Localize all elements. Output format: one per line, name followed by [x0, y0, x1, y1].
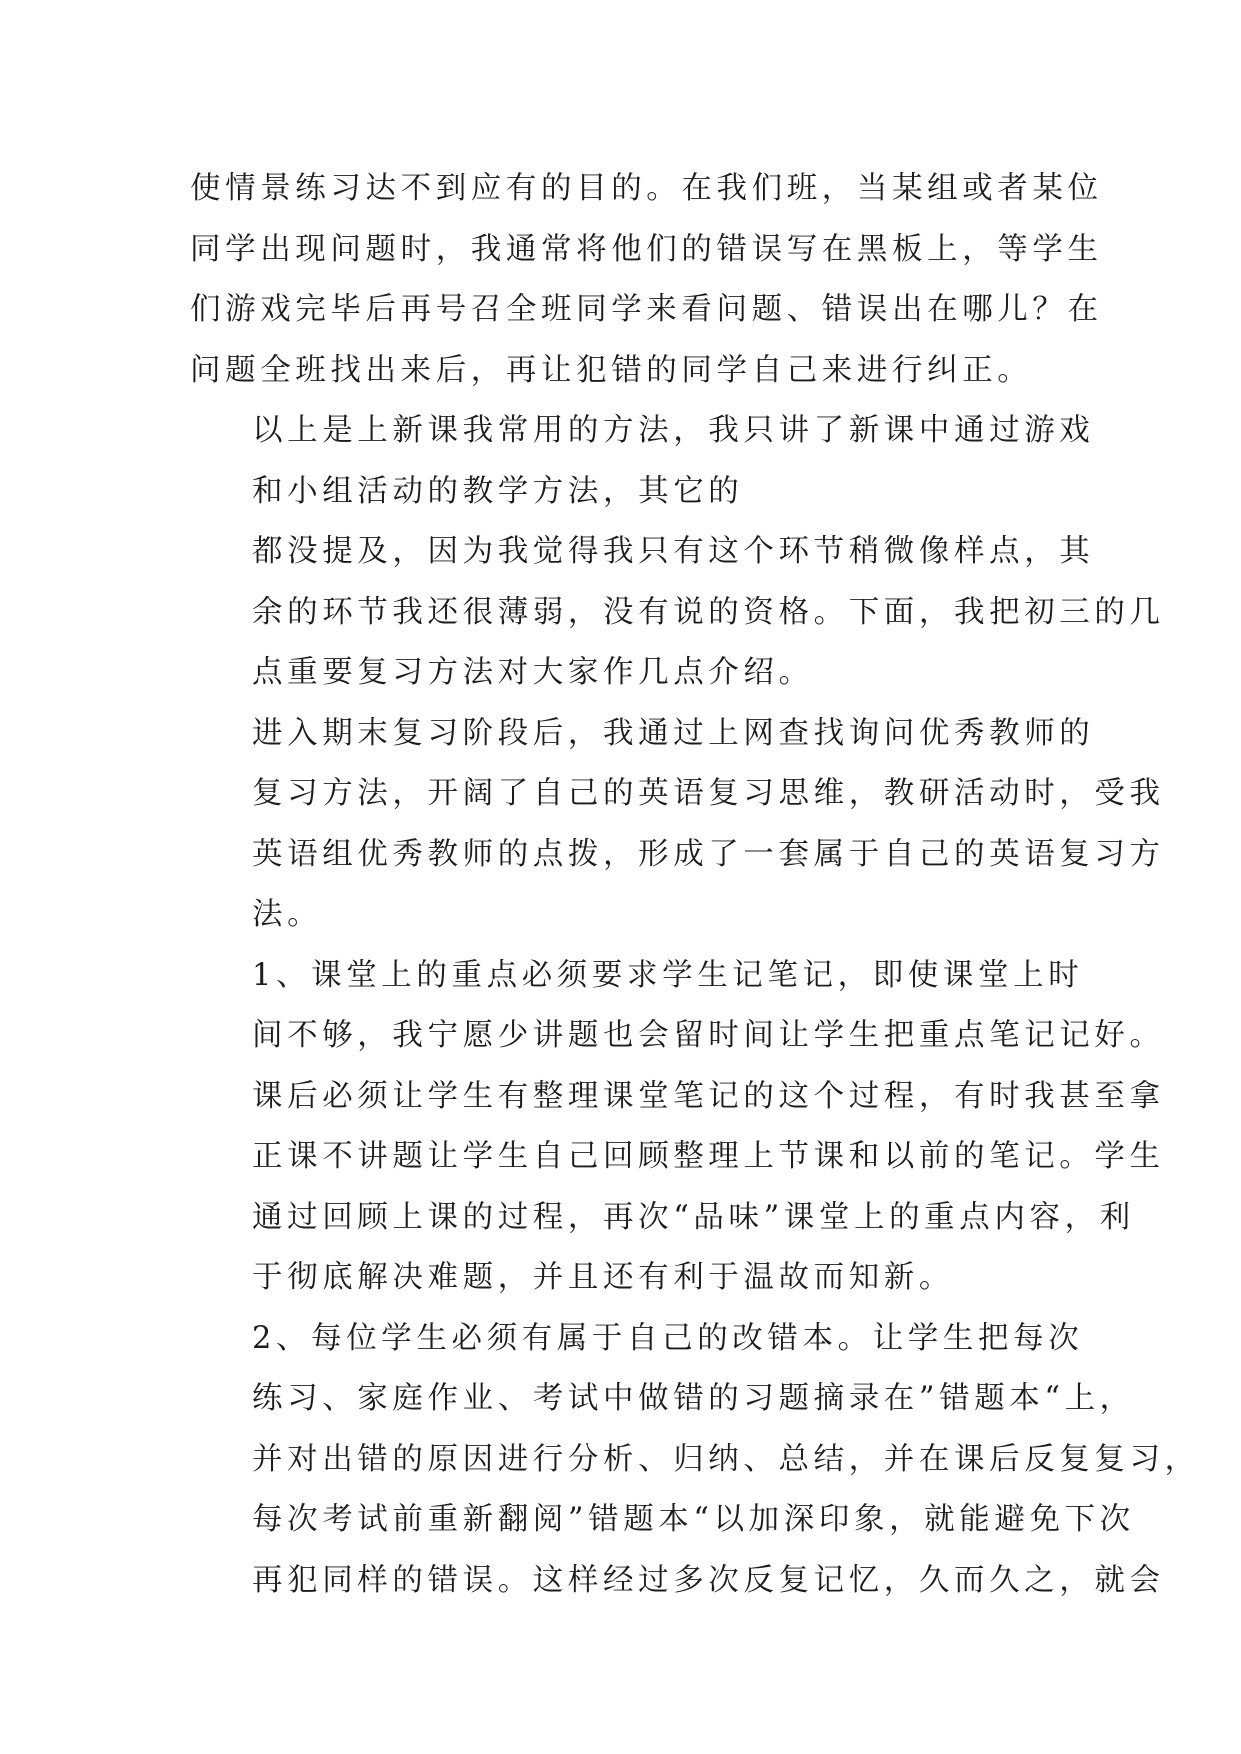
text-line: 法。	[252, 897, 323, 932]
text-line: 1、课堂上的重点必须要求学生记笔记，即使课堂上时	[252, 957, 1084, 993]
paragraph	[190, 159, 1103, 401]
paragraph	[190, 946, 1165, 1309]
text-line: 再犯同样的错误。这样经过多次反复记忆，久而久之，就会	[252, 1562, 1165, 1598]
text-line: 于彻底解决难题，并且还有利于温故而知新。	[252, 1260, 954, 1295]
text-line: 问题全班找出来后，再让犯错的同学自己来进行纠正。	[190, 352, 1033, 388]
text-line: 课后必须让学生有整理课堂笔记的这个过程，有时我甚至拿	[252, 1078, 1165, 1114]
text-line: 点重要复习方法对大家作几点介绍。	[252, 655, 814, 690]
document-body	[190, 159, 1200, 1611]
paragraph	[190, 522, 1165, 704]
text-line: 正课不讲题让学生自己回顾整理上节课和以前的笔记。学生	[252, 1139, 1165, 1174]
text-line: 复习方法，开阔了自己的英语复习思维，教研活动时，受我	[252, 776, 1165, 811]
text-line: 英语组优秀教师的点拨，形成了一套属于自己的英语复习方	[252, 836, 1165, 872]
text-line: 2、每位学生必须有属于自己的改错本。让学生把每次	[252, 1320, 1084, 1356]
text-line: 以上是上新课我常用的方法，我只讲了新课中通过游戏	[252, 413, 1095, 448]
text-line: 练习、家庭作业、考试中做错的习题摘录在”错题本“上，	[252, 1381, 1135, 1416]
text-line: 同学出现问题时，我通常将他们的错误写在黑板上，等学生	[190, 231, 1103, 267]
text-line: 都没提及，因为我觉得我只有这个环节稍微像样点，其	[252, 534, 1095, 569]
text-line: 余的环节我还很薄弱，没有说的资格。下面，我把初三的几	[252, 594, 1165, 630]
paragraph	[190, 1309, 1200, 1612]
text-line: 并对出错的原因进行分析、归纳、总结，并在课后反复复习，	[252, 1441, 1200, 1477]
paragraph	[190, 401, 1095, 522]
paragraph	[190, 704, 1165, 946]
text-line: 每次考试前重新翻阅”错题本“以加深印象，就能避免下次	[252, 1502, 1135, 1537]
text-line: 和小组活动的教学方法，其它的	[252, 473, 744, 509]
text-line: 们游戏完毕后再号召全班同学来看问题、错误出在哪儿？在	[190, 292, 1103, 327]
text-line: 间不够，我宁愿少讲题也会留时间让学生把重点笔记记好。	[252, 1018, 1165, 1053]
text-line: 通过回顾上课的过程，再次“品味”课堂上的重点内容，利	[252, 1199, 1135, 1235]
text-line: 使情景练习达不到应有的目的。在我们班，当某组或者某位	[190, 171, 1103, 206]
text-line: 进入期末复习阶段后，我通过上网查找询问优秀教师的	[252, 715, 1095, 751]
